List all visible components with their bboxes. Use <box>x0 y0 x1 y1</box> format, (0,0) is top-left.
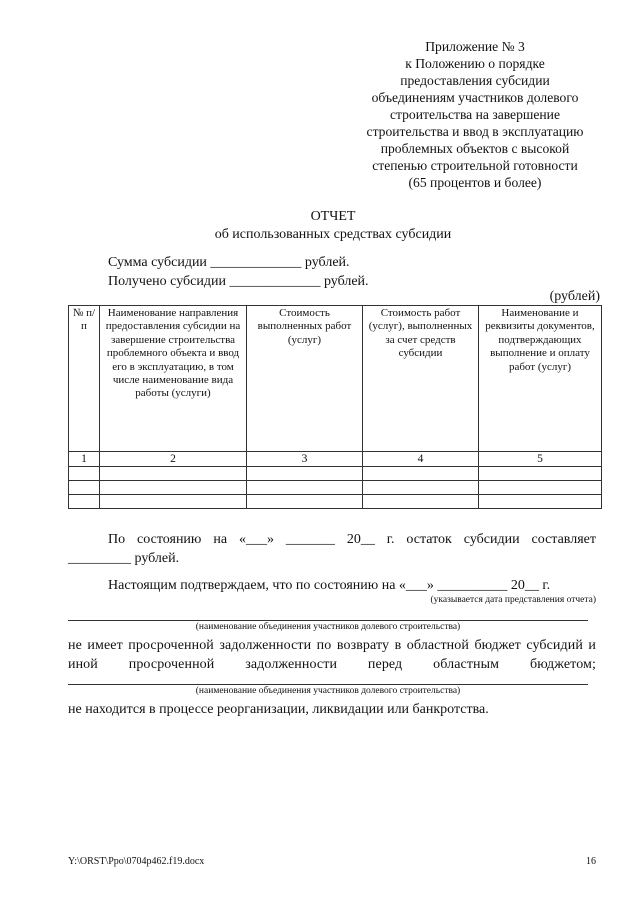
column-number: 3 <box>247 452 363 467</box>
org-name-caption: (наименование объединения участников долевого строительства) <box>195 686 461 696</box>
table-cell[interactable] <box>247 467 363 481</box>
column-number: 5 <box>479 452 602 467</box>
report-title-sub: об использованных средствах субсидии <box>214 227 452 242</box>
table-units: (рублей) <box>549 289 600 304</box>
header-cell-cost: Стоимость выполненных работ (услуг) <box>247 306 363 452</box>
column-number: 2 <box>100 452 247 467</box>
table-cell[interactable] <box>479 481 602 495</box>
appendix-header <box>340 38 610 191</box>
table-row <box>69 481 602 495</box>
table-cell[interactable] <box>363 495 479 509</box>
table-cell[interactable] <box>479 495 602 509</box>
header-cell-number: № п/п <box>69 306 100 452</box>
appendix-line: степенью строительной готовности <box>372 158 578 173</box>
appendix-line: объединениям участников долевого <box>371 90 579 105</box>
table-cell[interactable] <box>247 481 363 495</box>
header-cell-direction: Наименование направления предоставления субсидии на завершение строительства проблемного объекта и ввод его в эксплуатацию, в том числе наименование вида работы (услуги) <box>100 306 247 452</box>
balance-line: По состоянию на «___» _______ 20__ г. остаток субсидии составляет <box>108 532 596 547</box>
header-cell-documents: Наименование и реквизиты документов, подтверждающих выполнение и оплату работ (услуг) <box>479 306 602 452</box>
table-cell[interactable] <box>247 495 363 509</box>
header-cell-subsidy-cost: Стоимость работ (услуг), выполненных за счет средств субсидии <box>363 306 479 452</box>
table-cell[interactable] <box>69 467 100 481</box>
balance-paragraph <box>68 530 596 568</box>
report-table <box>68 305 602 509</box>
footer-page-number: 16 <box>586 856 596 867</box>
appendix-line: (65 процентов и более) <box>408 175 542 190</box>
report-title <box>0 208 640 244</box>
appendix-line: строительства и ввод в эксплуатацию <box>366 124 584 139</box>
org-name-line <box>68 620 588 621</box>
table-cell[interactable] <box>69 481 100 495</box>
appendix-line: Приложение № 3 <box>425 39 525 54</box>
table-cell[interactable] <box>100 467 247 481</box>
date-caption: (указывается дата представления отчета) <box>430 595 596 605</box>
appendix-line: строительства на завершение <box>390 107 560 122</box>
table-cell[interactable] <box>363 467 479 481</box>
subsidy-received-line: Получено субсидии _____________ рублей. <box>108 274 369 289</box>
no-reorganization-statement: не находится в процессе реорганизации, ликвидации или банкротства. <box>68 702 489 717</box>
table-cell[interactable] <box>100 481 247 495</box>
balance-amount-line: _________ рублей. <box>68 551 180 566</box>
table-number-row <box>69 452 602 467</box>
appendix-line: к Положению о порядке <box>405 56 545 71</box>
report-title-main: ОТЧЕТ <box>310 209 356 224</box>
table-row <box>69 495 602 509</box>
org-name-caption: (наименование объединения участников долевого строительства) <box>195 622 461 632</box>
appendix-line: проблемных объектов с высокой <box>380 141 570 156</box>
no-debt-statement: не имеет просроченной задолженности по возврату в областной бюджет субсидий и иной просроченной задолженности перед областным бюджетом; <box>68 638 596 672</box>
table-cell[interactable] <box>100 495 247 509</box>
table-header-row <box>69 306 602 452</box>
table-row <box>69 467 602 481</box>
table-cell[interactable] <box>69 495 100 509</box>
subsidy-sums <box>108 253 369 291</box>
column-number: 1 <box>69 452 100 467</box>
table-cell[interactable] <box>363 481 479 495</box>
table-cell[interactable] <box>479 467 602 481</box>
appendix-line: предоставления субсидии <box>400 73 550 88</box>
subsidy-sum-line: Сумма субсидии _____________ рублей. <box>108 255 350 270</box>
org-name-line <box>68 684 588 685</box>
column-number: 4 <box>363 452 479 467</box>
confirm-paragraph: Настоящим подтверждаем, что по состоянию на «___» __________ 20__ г. <box>108 578 551 593</box>
footer-file-path: Y:\ORST\Ppo\0704p462.f19.docx <box>68 856 205 867</box>
